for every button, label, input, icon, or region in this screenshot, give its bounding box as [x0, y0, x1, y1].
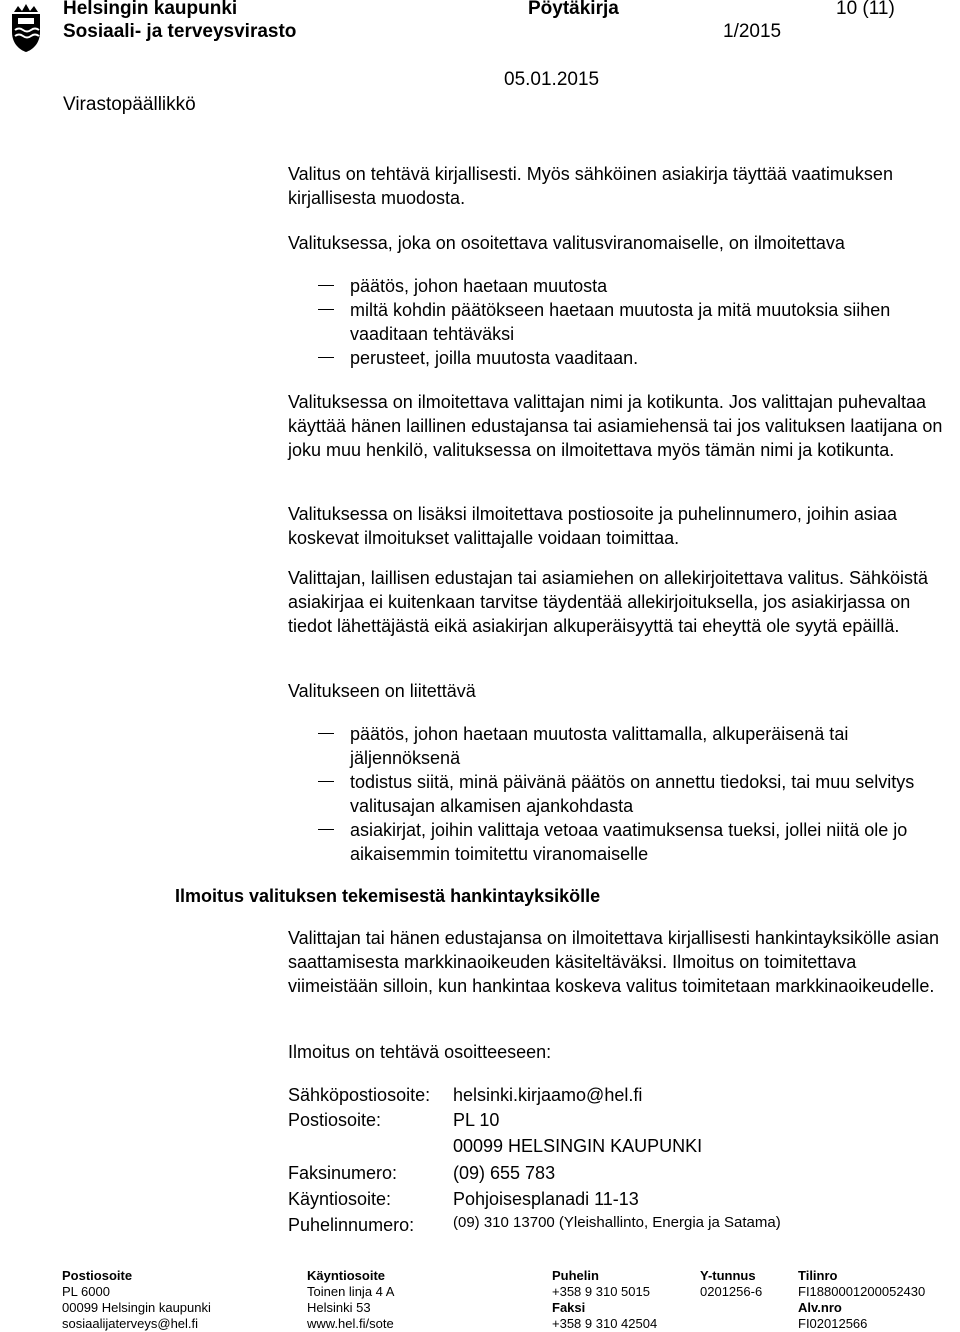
- paragraph-postal-address: [288, 502, 948, 550]
- paragraph-text: Valittajan, laillisen edustajan tai asiamiehen on allekirjoitettava valitus. Sähköistä asiakirjaa ei kuitenkaan tarvitse täydentää allekirjoituksella, jos asiakirjassa on tiedot lähettäjästä eikä asiakirjan alkuperäisyyttä tai eheyttä ole syytä epäillä.: [288, 568, 929, 636]
- section-heading: Ilmoitus valituksen tekemisestä hankintayksikölle: [175, 886, 601, 906]
- footer-vat-value: FI02012566: [798, 1316, 868, 1331]
- header-office: Virastopäällikkö: [63, 94, 196, 115]
- bullet-item: päätös, johon haetaan muutosta: [350, 276, 608, 296]
- footer-vat-title: Alv.nro: [798, 1300, 842, 1315]
- dash-bullet: [318, 781, 334, 782]
- footer-postal-title: Postiosoite: [62, 1268, 133, 1283]
- paragraph-text: Valittajan tai hänen edustajansa on ilmoitettava kirjallisesti hankintayksikölle asian saattamisesta markkinaoikeuden käsiteltäväksi. Ilmoitus on toimitettava viimeistään silloin, kun hankintaa koskeva valitus toimitetaan markkinaoikeudelle.: [288, 928, 940, 996]
- paragraph-signature: [288, 566, 948, 638]
- contact-value-postal: PL 10: [453, 1110, 500, 1130]
- contact-label-phone: Puhelinnumero:: [288, 1215, 415, 1235]
- bullet-item: perusteet, joilla muutosta vaaditaan.: [350, 348, 639, 368]
- footer-phone-title: Puhelin: [552, 1268, 599, 1283]
- footer-account-value: FI1880001200052430: [798, 1284, 926, 1299]
- dash-bullet: [318, 733, 334, 734]
- paragraph-text: Ilmoitus on tehtävä osoitteeseen:: [288, 1042, 552, 1062]
- dash-bullet: [318, 309, 334, 310]
- header-agency: Sosiaali- ja terveysvirasto: [63, 21, 297, 42]
- contact-value-postal-city: 00099 HELSINGIN KAUPUNKI: [453, 1136, 703, 1156]
- footer-business-id-value: 0201256-6: [700, 1284, 763, 1299]
- paragraph-appeal-contents-intro: [288, 231, 948, 255]
- paragraph-written-appeal: [288, 162, 948, 210]
- header-page-number: 10 (11): [836, 0, 895, 19]
- footer-business-id-title: Y-tunnus: [700, 1268, 756, 1283]
- bullet-item: todistus siitä, minä päivänä päätös on annettu tiedoksi, tai muu selvitys valitusajan alkamisen ajankohdasta: [350, 772, 915, 816]
- bullet-item: asiakirjat, joihin valittaja vetoaa vaatimuksensa tueksi, jollei niitä ole jo aikaisemmin toimitettu viranomaiselle: [350, 820, 908, 864]
- footer-postal-line: PL 6000: [62, 1284, 110, 1299]
- header-date: 05.01.2015: [504, 69, 600, 90]
- contact-value-phone: (09) 310 13700 (Yleishallinto, Energia ja Satama): [453, 1214, 781, 1231]
- header-city: Helsingin kaupunki: [63, 0, 238, 19]
- footer-visit-line: Toinen linja 4 A: [307, 1284, 395, 1299]
- paragraph-notification: [288, 926, 948, 998]
- paragraph-text: Valituksessa, joka on osoitettava valitusviranomaiselle, on ilmoitettava: [288, 233, 845, 253]
- footer-visit-line: Helsinki 53: [307, 1300, 371, 1315]
- bullet-item: päätös, johon haetaan muutosta valittamalla, alkuperäisenä tai jäljennöksenä: [350, 724, 849, 768]
- footer-account-title: Tilinro: [798, 1268, 838, 1283]
- footer-website[interactable]: www.hel.fi/sote: [307, 1316, 394, 1331]
- footer-visit-title: Käyntiosoite: [307, 1268, 386, 1283]
- dash-bullet: [318, 285, 334, 286]
- paragraph-text: Valituksessa on lisäksi ilmoitettava postiosoite ja puhelinnumero, joihin asiaa koskevat ilmoitukset valittajalle voidaan toimittaa.: [288, 504, 897, 548]
- bullet-item: miltä kohdin päätökseen haetaan muutosta ja mitä muutoksia siihen vaaditaan tehtäväksi: [350, 300, 891, 344]
- dash-bullet: [318, 829, 334, 830]
- paragraph-text: Valitus on tehtävä kirjallisesti. Myös sähköinen asiakirja täyttää vaatimuksen kirjallisesta muodosta.: [288, 164, 893, 208]
- contact-label-email: Sähköpostiosoite:: [288, 1085, 431, 1105]
- footer-email[interactable]: sosiaalijaterveys@hel.fi: [62, 1316, 199, 1331]
- contact-label-fax: Faksinumero:: [288, 1163, 398, 1183]
- footer-fax-title: Faksi: [552, 1300, 586, 1315]
- contact-label-postal: Postiosoite:: [288, 1110, 382, 1130]
- paragraph-attachments-intro: [288, 679, 948, 703]
- contact-value-email: helsinki.kirjaamo@hel.fi: [453, 1085, 643, 1105]
- contact-label-visit: Käyntiosoite:: [288, 1189, 392, 1209]
- footer-fax-value: +358 9 310 42504: [552, 1316, 658, 1331]
- footer-postal-line: 00099 Helsingin kaupunki: [62, 1300, 211, 1315]
- dash-bullet: [318, 357, 334, 358]
- paragraph-text: Valituksessa on ilmoitettava valittajan nimi ja kotikunta. Jos valittajan puhevaltaa käyttää hänen laillinen edustajansa tai asiamiehensä tai jos valituksen laatijana on joku muu henkilö, valituksessa on ilmoitettava myös tämän nimi ja kotikunta.: [288, 392, 943, 460]
- paragraph-text: Valitukseen on liitettävä: [288, 681, 476, 701]
- contact-value-visit: Pohjoisesplanadi 11-13: [453, 1189, 639, 1209]
- header-doc-number: 1/2015: [723, 21, 782, 42]
- paragraph-appellant-name: [288, 390, 948, 462]
- footer-phone-value: +358 9 310 5015: [552, 1284, 650, 1299]
- header-doc-type: Pöytäkirja: [528, 0, 619, 19]
- contact-value-fax: (09) 655 783: [453, 1163, 556, 1183]
- helsinki-crest-icon: [6, 2, 46, 54]
- paragraph-address-intro: [288, 1040, 948, 1064]
